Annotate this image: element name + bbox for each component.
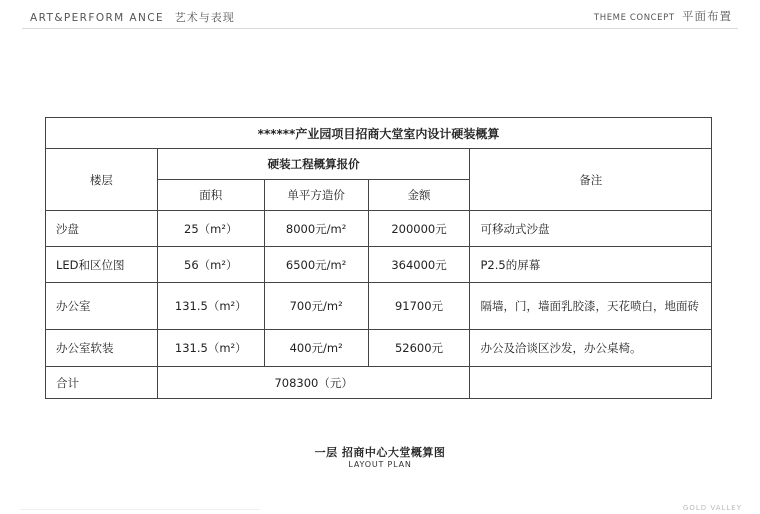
row-floor: 沙盘	[46, 211, 158, 247]
header-left-cn: 艺术与表现	[174, 11, 235, 24]
row-amount: 52600元	[368, 330, 470, 367]
row-note: 可移动式沙盘	[470, 211, 712, 247]
row-note: 隔墙，门，墙面乳胶漆，天花喷白，地面砖	[470, 283, 712, 330]
col-unit-price-header: 单平方造价	[264, 180, 368, 211]
plan-title: 一层 招商中心大堂概算图	[314, 446, 446, 459]
footer-divider	[20, 509, 260, 510]
table-row	[46, 330, 712, 367]
cost-estimate-table	[45, 117, 712, 399]
total-row	[46, 367, 712, 399]
table-title: ******产业园项目招商大堂室内设计硬装概算	[46, 118, 712, 149]
col-group-header: 硬装工程概算报价	[157, 149, 470, 180]
row-amount: 91700元	[368, 283, 470, 330]
row-note: P2.5的屏幕	[470, 247, 712, 283]
table-row	[46, 211, 712, 247]
table-row	[46, 247, 712, 283]
row-area: 56（m²）	[157, 247, 264, 283]
header-left	[30, 9, 235, 25]
header-right-en: THEME CONCEPT	[593, 13, 675, 23]
header-right-cn: 平面布置	[682, 9, 732, 23]
col-amount-header: 金额	[368, 180, 470, 211]
row-unit-price: 8000元/m²	[264, 211, 368, 247]
row-area: 131.5（m²）	[157, 283, 264, 330]
row-amount: 200000元	[368, 211, 470, 247]
corner-brand: GOLD VALLEY	[682, 504, 742, 512]
header-row-1	[46, 149, 712, 180]
row-unit-price: 700元/m²	[264, 283, 368, 330]
header-right	[594, 8, 732, 24]
header-divider	[22, 28, 738, 29]
col-area-header: 面积	[157, 180, 264, 211]
row-floor: 办公室软装	[46, 330, 158, 367]
row-floor: 办公室	[46, 283, 158, 330]
row-unit-price: 400元/m²	[264, 330, 368, 367]
row-area: 131.5（m²）	[157, 330, 264, 367]
row-note: 办公及洽谈区沙发，办公桌椅。	[470, 330, 712, 367]
total-note-cell	[470, 367, 712, 399]
row-area: 25（m²）	[157, 211, 264, 247]
header-left-en: ART&PERFORM ANCE	[30, 12, 164, 24]
plan-subtitle: LAYOUT PLAN	[348, 460, 412, 469]
col-note-header: 备注	[470, 149, 712, 211]
total-label: 合计	[46, 367, 158, 399]
table-title-row	[46, 118, 712, 149]
row-floor: LED和区位图	[46, 247, 158, 283]
row-unit-price: 6500元/m²	[264, 247, 368, 283]
total-value: 708300（元）	[157, 367, 470, 399]
row-amount: 364000元	[368, 247, 470, 283]
col-floor-header: 楼层	[46, 149, 158, 211]
table-row	[46, 283, 712, 330]
